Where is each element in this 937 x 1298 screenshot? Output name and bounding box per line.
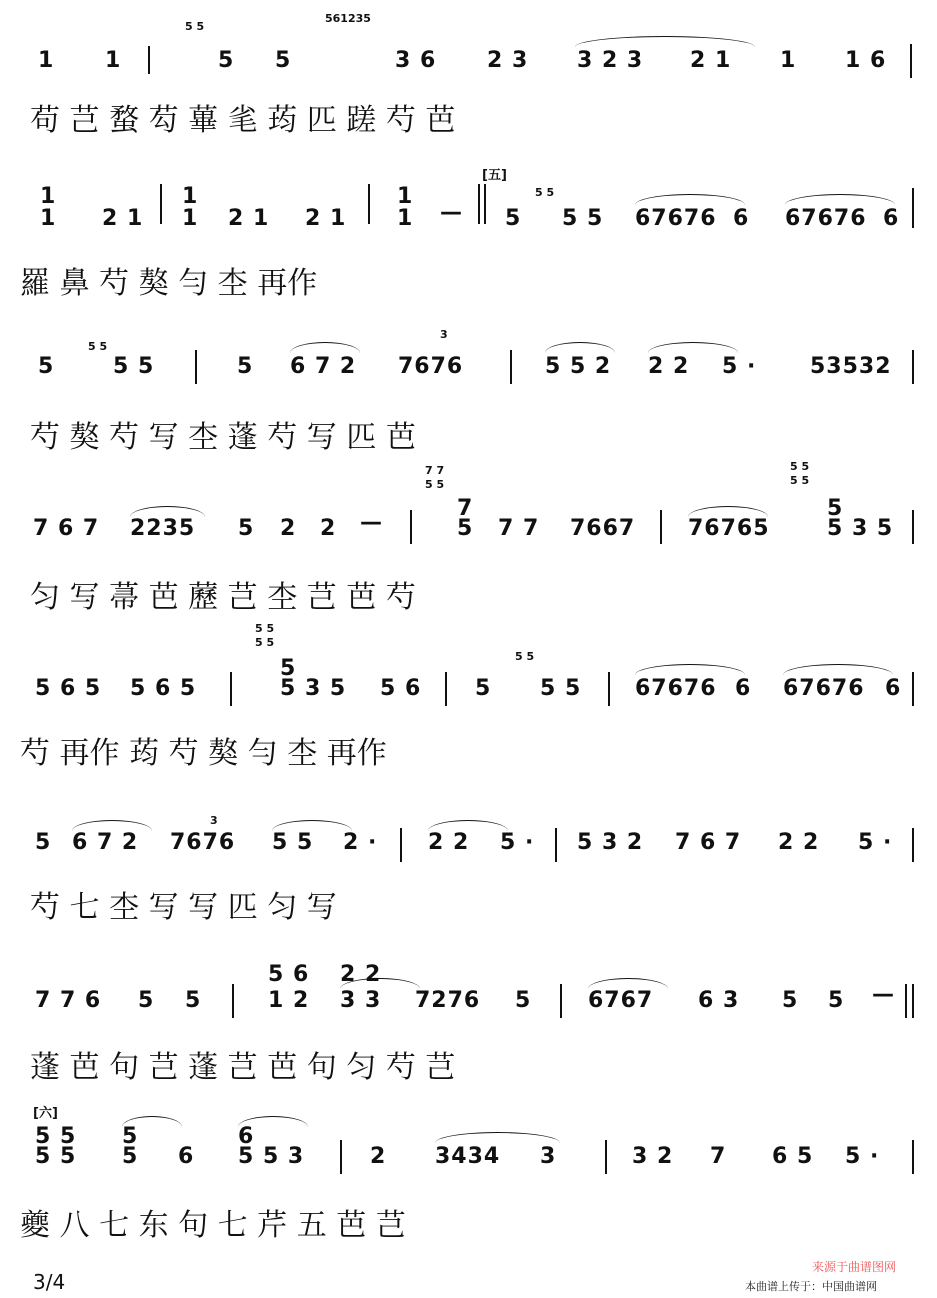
slur [290, 342, 360, 353]
note: 1 6 [845, 48, 887, 73]
grace-note: 5 5 [790, 474, 810, 487]
note: 5 5 [35, 1144, 77, 1169]
note: 5 [457, 516, 474, 541]
note: 3 6 [395, 48, 437, 73]
grace-note: 5 5 [425, 478, 445, 491]
note: 2 1 [102, 206, 144, 231]
note: 5 5 3 [238, 1144, 305, 1169]
note: 5 5 [35, 1124, 77, 1149]
note: 2 1 [228, 206, 270, 231]
note: 7276 [415, 988, 481, 1013]
note: 2 2 [778, 830, 820, 855]
note: 5 6 [380, 676, 422, 701]
note: 6 [733, 206, 750, 231]
note: 1 [397, 184, 414, 209]
barline [232, 984, 234, 1018]
note: 7 7 [498, 516, 540, 541]
note: 5 [505, 206, 522, 231]
dash: — [360, 510, 383, 535]
grace-note: 5 5 [790, 460, 810, 473]
note: 5 [122, 1144, 139, 1169]
note: 7 [457, 496, 474, 521]
note: 3 3 [340, 988, 382, 1013]
note: 7 6 7 [675, 830, 742, 855]
note: 5 · [500, 830, 535, 855]
note: 6 7 2 [290, 354, 357, 379]
slur [635, 194, 745, 205]
slur [545, 342, 615, 353]
note: 5 5 [113, 354, 155, 379]
slur [783, 664, 893, 675]
note: 2 [280, 516, 297, 541]
note: 7 7 6 [35, 988, 102, 1013]
watermark: 来源于曲谱图网 [812, 1260, 897, 1274]
note: 1 [182, 184, 199, 209]
barline [400, 828, 402, 862]
barline [195, 350, 197, 384]
barline [410, 510, 412, 544]
grace-note: 5 5 [515, 650, 535, 663]
note: 5 [122, 1124, 139, 1149]
double-barline [484, 184, 486, 224]
note: 6 [238, 1124, 255, 1149]
note: 5 [138, 988, 155, 1013]
note: 5 5 [562, 206, 604, 231]
barline [230, 672, 232, 706]
slur [428, 820, 508, 831]
barline [912, 350, 914, 384]
note: 7676 [398, 354, 464, 379]
barline [340, 1140, 342, 1174]
note: 7667 [570, 516, 636, 541]
note: 5 [38, 354, 55, 379]
note: 2 [320, 516, 337, 541]
dash: — [872, 982, 895, 1007]
barline [912, 828, 914, 862]
note: 5 6 5 [130, 676, 197, 701]
barline [555, 828, 557, 862]
grace-note: 5 5 [185, 20, 205, 33]
barline [912, 510, 914, 544]
note: 2 1 [690, 48, 732, 73]
note: 5 · [722, 354, 757, 379]
note: 3434 [435, 1144, 501, 1169]
note: 3 [540, 1144, 557, 1169]
barline [160, 184, 162, 224]
note: 7 6 7 [33, 516, 100, 541]
jianzipu-line: 匀 写 菷 芭 藶 芑 杢 芑 芭 芍 [30, 580, 416, 615]
note: 67676 [783, 676, 865, 701]
note: 2 2 [648, 354, 690, 379]
jianzipu-line: 夔 八 七 东 句 七 芹 五 芭 芑 [20, 1208, 406, 1243]
note: 1 2 [268, 988, 310, 1013]
note: 5 3 5 [280, 676, 347, 701]
slur [435, 1132, 560, 1143]
slur [238, 1116, 308, 1127]
jianzipu-line: 芍 七 杢 写 写 匹 匀 写 [30, 890, 337, 925]
note: 7676 [170, 830, 236, 855]
tuplet-mark: 3 [440, 328, 448, 341]
slur [688, 506, 768, 517]
jianzipu-line: 羅 鼻 芍 獒 勻 杢 再作 [20, 266, 318, 301]
note: 6 7 2 [72, 830, 139, 855]
note: 1 [397, 206, 414, 231]
note: 6 5 [772, 1144, 814, 1169]
note: 5 [827, 496, 844, 521]
jianzipu-line: 蓬 芭 句 芑 蓬 芑 芭 句 匀 芍 芑 [30, 1050, 456, 1085]
note: 5 [280, 656, 297, 681]
note: 5 5 [272, 830, 314, 855]
grace-note: 561235 [325, 12, 371, 25]
note: 6767 [588, 988, 654, 1013]
note: 5 [35, 830, 52, 855]
double-barline [905, 984, 907, 1018]
barline [608, 672, 610, 706]
note: 6 [735, 676, 752, 701]
note: 2235 [130, 516, 196, 541]
barline [510, 350, 512, 384]
note: 5 5 2 [545, 354, 612, 379]
slur [785, 194, 895, 205]
slur [635, 664, 745, 675]
note: 53532 [810, 354, 892, 379]
note: 1 [780, 48, 797, 73]
note: 1 [40, 184, 57, 209]
slur [122, 1116, 182, 1127]
jianzipu-line: 芍 獒 芍 写 杢 蓬 芍 写 匹 芭 [30, 420, 416, 455]
jianzipu-line: 芍 再作 荺 芍 獒 勻 杢 再作 [20, 736, 387, 771]
note: 5 [237, 354, 254, 379]
note: 5 [828, 988, 845, 1013]
note: 5 6 [268, 962, 310, 987]
note: 5 [275, 48, 292, 73]
upload-credit: 本曲谱上传于：中国曲谱网 [745, 1280, 877, 1293]
note: 1 [105, 48, 122, 73]
slur [575, 36, 755, 47]
note: 67676 [785, 206, 867, 231]
grace-note: 7 7 [425, 464, 445, 477]
note: 5 3 5 [827, 516, 894, 541]
slur [72, 820, 152, 831]
note: 5 [218, 48, 235, 73]
note: 5 5 [540, 676, 582, 701]
note: 5 [185, 988, 202, 1013]
double-barline [478, 184, 480, 224]
note: 5 [475, 676, 492, 701]
barline [560, 984, 562, 1018]
note: 6 [883, 206, 900, 231]
note: 3 2 3 [577, 48, 644, 73]
note: 6 3 [698, 988, 740, 1013]
note: 5 [782, 988, 799, 1013]
grace-note: 5 5 [535, 186, 555, 199]
barline [912, 188, 914, 228]
note: 2 1 [305, 206, 347, 231]
note: 6 [885, 676, 902, 701]
note: 3 2 [632, 1144, 674, 1169]
note: 7 [710, 1144, 727, 1169]
page-number: 3/4 [33, 1270, 66, 1294]
jianzipu-line: 苟 芑 蝥 芶 蓽 毟 荺 匹 蹉 芍 芭 [30, 103, 456, 138]
repeat-barline [148, 46, 150, 74]
note: 5 [515, 988, 532, 1013]
note: 5 · [858, 830, 893, 855]
grace-note: 5 5 [255, 636, 275, 649]
slur [588, 978, 668, 989]
barline [445, 672, 447, 706]
section-marker: [六] [33, 1106, 58, 1121]
note: 5 [238, 516, 255, 541]
note: 2 2 [428, 830, 470, 855]
note: 2 3 [487, 48, 529, 73]
barline [660, 510, 662, 544]
dash: — [440, 200, 463, 225]
slur [648, 342, 738, 353]
tuplet-mark: 3 [210, 814, 218, 827]
note: 5 · [845, 1144, 880, 1169]
note: 1 [182, 206, 199, 231]
grace-note: 5 5 [88, 340, 108, 353]
note: 67676 [635, 676, 717, 701]
barline [605, 1140, 607, 1174]
note: 5 6 5 [35, 676, 102, 701]
double-barline [912, 984, 914, 1018]
barline [910, 44, 912, 78]
slur [130, 506, 205, 517]
note: 5 3 2 [577, 830, 644, 855]
grace-note: 5 5 [255, 622, 275, 635]
barline [368, 184, 370, 224]
barline [912, 1140, 914, 1174]
note: 1 [38, 48, 55, 73]
note: 2 · [343, 830, 378, 855]
note: 2 2 [340, 962, 382, 987]
note: 6 [178, 1144, 195, 1169]
section-marker: [五] [482, 168, 507, 183]
note: 2 [370, 1144, 387, 1169]
slur [272, 820, 352, 831]
note: 76765 [688, 516, 770, 541]
note: 1 [40, 206, 57, 231]
barline [912, 672, 914, 706]
note: 67676 [635, 206, 717, 231]
